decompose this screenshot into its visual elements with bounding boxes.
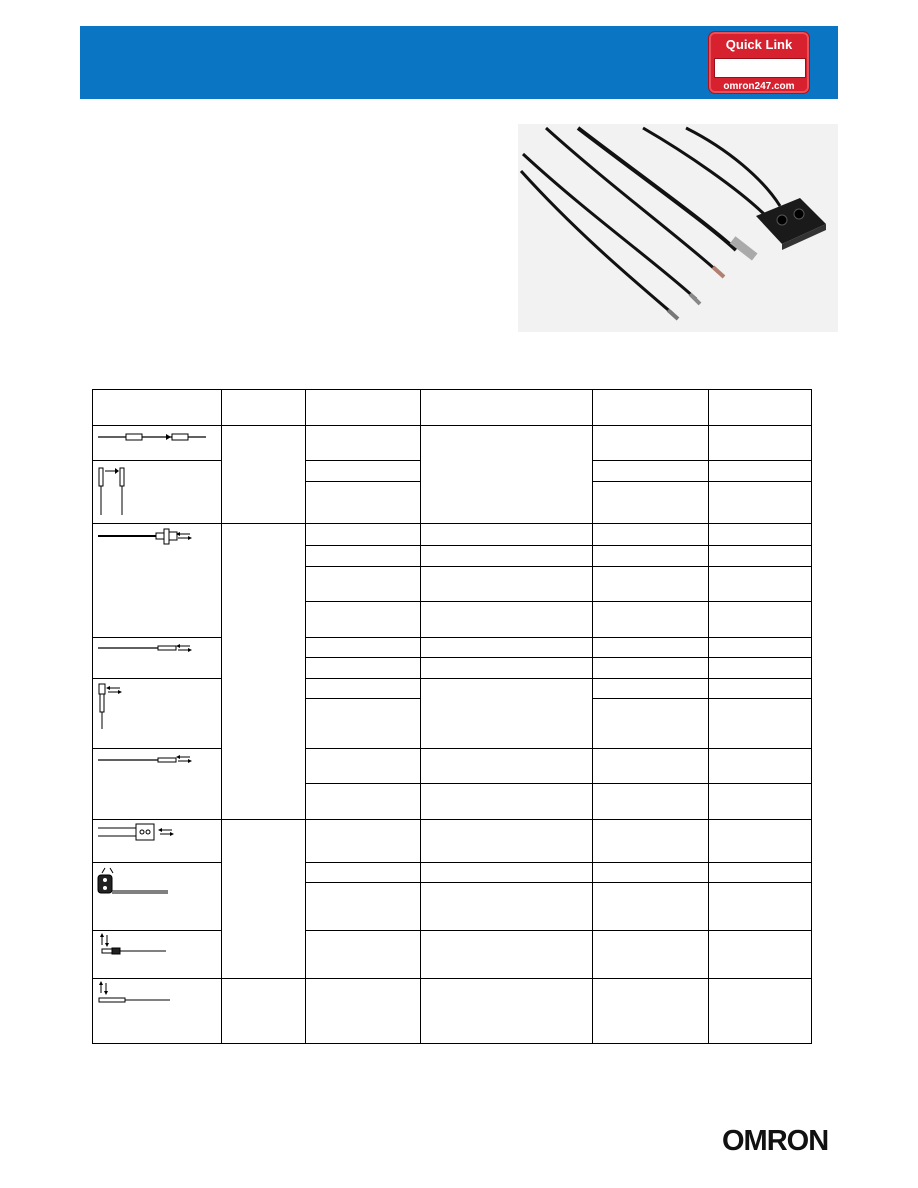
- product-photo: [518, 124, 838, 332]
- side-view-through-beam-icon: [96, 463, 156, 519]
- threaded-head-diffuse-icon: [96, 526, 216, 550]
- quick-link-badge[interactable]: [708, 31, 810, 94]
- needle-tip-diffuse-icon: [96, 933, 186, 959]
- small-sleeve-diffuse-icon: [96, 751, 216, 767]
- long-sleeve-icon: [96, 981, 186, 1007]
- retro-reflective-head-icon: [96, 865, 186, 901]
- product-table: [92, 389, 812, 1044]
- quick-link-url[interactable]: omron247.com: [723, 81, 795, 92]
- omron-logo: [722, 1125, 830, 1155]
- straight-sleeve-diffuse-icon: [96, 640, 216, 656]
- flat-block-diffuse-icon: [96, 822, 216, 844]
- svg-text:OMRON: OMRON: [722, 1125, 829, 1155]
- quick-link-title: Quick Link: [725, 37, 793, 52]
- quick-link-code-field[interactable]: [714, 58, 806, 78]
- right-angle-diffuse-icon: [96, 681, 156, 741]
- through-beam-fiber-diagram-icon: [96, 428, 216, 458]
